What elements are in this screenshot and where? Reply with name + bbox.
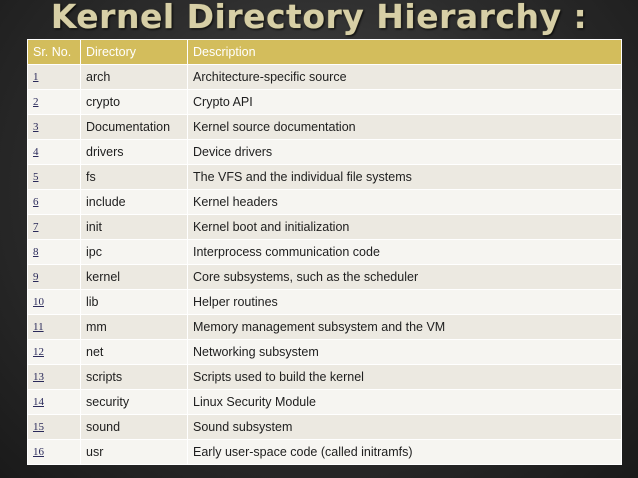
table-row: [28, 390, 622, 415]
table-row: [28, 140, 622, 165]
table-row: [28, 290, 622, 315]
cell-sr-no[interactable]: 4: [28, 140, 81, 165]
table-row: [28, 90, 622, 115]
header-sr-no: Sr. No.: [28, 40, 81, 65]
header-description: Description: [188, 40, 622, 65]
cell-sr-no[interactable]: 2: [28, 90, 81, 115]
cell-directory: include: [81, 190, 188, 215]
cell-description: Networking subsystem: [188, 340, 622, 365]
cell-sr-no[interactable]: 15: [28, 415, 81, 440]
cell-sr-no[interactable]: 12: [28, 340, 81, 365]
cell-description: Kernel headers: [188, 190, 622, 215]
cell-description: Core subsystems, such as the scheduler: [188, 265, 622, 290]
table-row: [28, 240, 622, 265]
cell-directory: security: [81, 390, 188, 415]
table-row: [28, 215, 622, 240]
cell-description: Interprocess communication code: [188, 240, 622, 265]
cell-sr-no[interactable]: 8: [28, 240, 81, 265]
cell-directory: fs: [81, 165, 188, 190]
cell-directory: arch: [81, 65, 188, 90]
kernel-directory-table: [27, 39, 622, 465]
cell-description: Kernel boot and initialization: [188, 215, 622, 240]
header-directory: Directory: [81, 40, 188, 65]
cell-directory: net: [81, 340, 188, 365]
table-row: [28, 365, 622, 390]
cell-description: Linux Security Module: [188, 390, 622, 415]
cell-sr-no[interactable]: 7: [28, 215, 81, 240]
table-row: [28, 190, 622, 215]
table-row: [28, 65, 622, 90]
cell-sr-no[interactable]: 11: [28, 315, 81, 340]
table-header-row: [28, 40, 622, 65]
cell-directory: ipc: [81, 240, 188, 265]
cell-sr-no[interactable]: 1: [28, 65, 81, 90]
cell-directory: crypto: [81, 90, 188, 115]
cell-description: The VFS and the individual file systems: [188, 165, 622, 190]
cell-sr-no[interactable]: 9: [28, 265, 81, 290]
table-row: [28, 340, 622, 365]
cell-description: Kernel source documentation: [188, 115, 622, 140]
cell-description: Device drivers: [188, 140, 622, 165]
table-row: [28, 165, 622, 190]
cell-directory: init: [81, 215, 188, 240]
cell-sr-no[interactable]: 13: [28, 365, 81, 390]
cell-description: Sound subsystem: [188, 415, 622, 440]
table-body: [28, 65, 622, 465]
cell-description: Crypto API: [188, 90, 622, 115]
cell-sr-no[interactable]: 3: [28, 115, 81, 140]
table-row: [28, 115, 622, 140]
cell-sr-no[interactable]: 16: [28, 440, 81, 465]
cell-directory: lib: [81, 290, 188, 315]
cell-directory: kernel: [81, 265, 188, 290]
table-row: [28, 415, 622, 440]
cell-sr-no[interactable]: 5: [28, 165, 81, 190]
cell-sr-no[interactable]: 14: [28, 390, 81, 415]
cell-description: Memory management subsystem and the VM: [188, 315, 622, 340]
cell-directory: sound: [81, 415, 188, 440]
cell-description: Early user-space code (called initramfs): [188, 440, 622, 465]
cell-description: Helper routines: [188, 290, 622, 315]
cell-directory: scripts: [81, 365, 188, 390]
cell-description: Scripts used to build the kernel: [188, 365, 622, 390]
cell-directory: drivers: [81, 140, 188, 165]
cell-sr-no[interactable]: 6: [28, 190, 81, 215]
table-row: [28, 440, 622, 465]
cell-directory: Documentation: [81, 115, 188, 140]
table-row: [28, 265, 622, 290]
table-row: [28, 315, 622, 340]
slide-title: Kernel Directory Hierarchy :: [50, 0, 588, 36]
cell-description: Architecture-specific source: [188, 65, 622, 90]
cell-directory: mm: [81, 315, 188, 340]
cell-sr-no[interactable]: 10: [28, 290, 81, 315]
cell-directory: usr: [81, 440, 188, 465]
